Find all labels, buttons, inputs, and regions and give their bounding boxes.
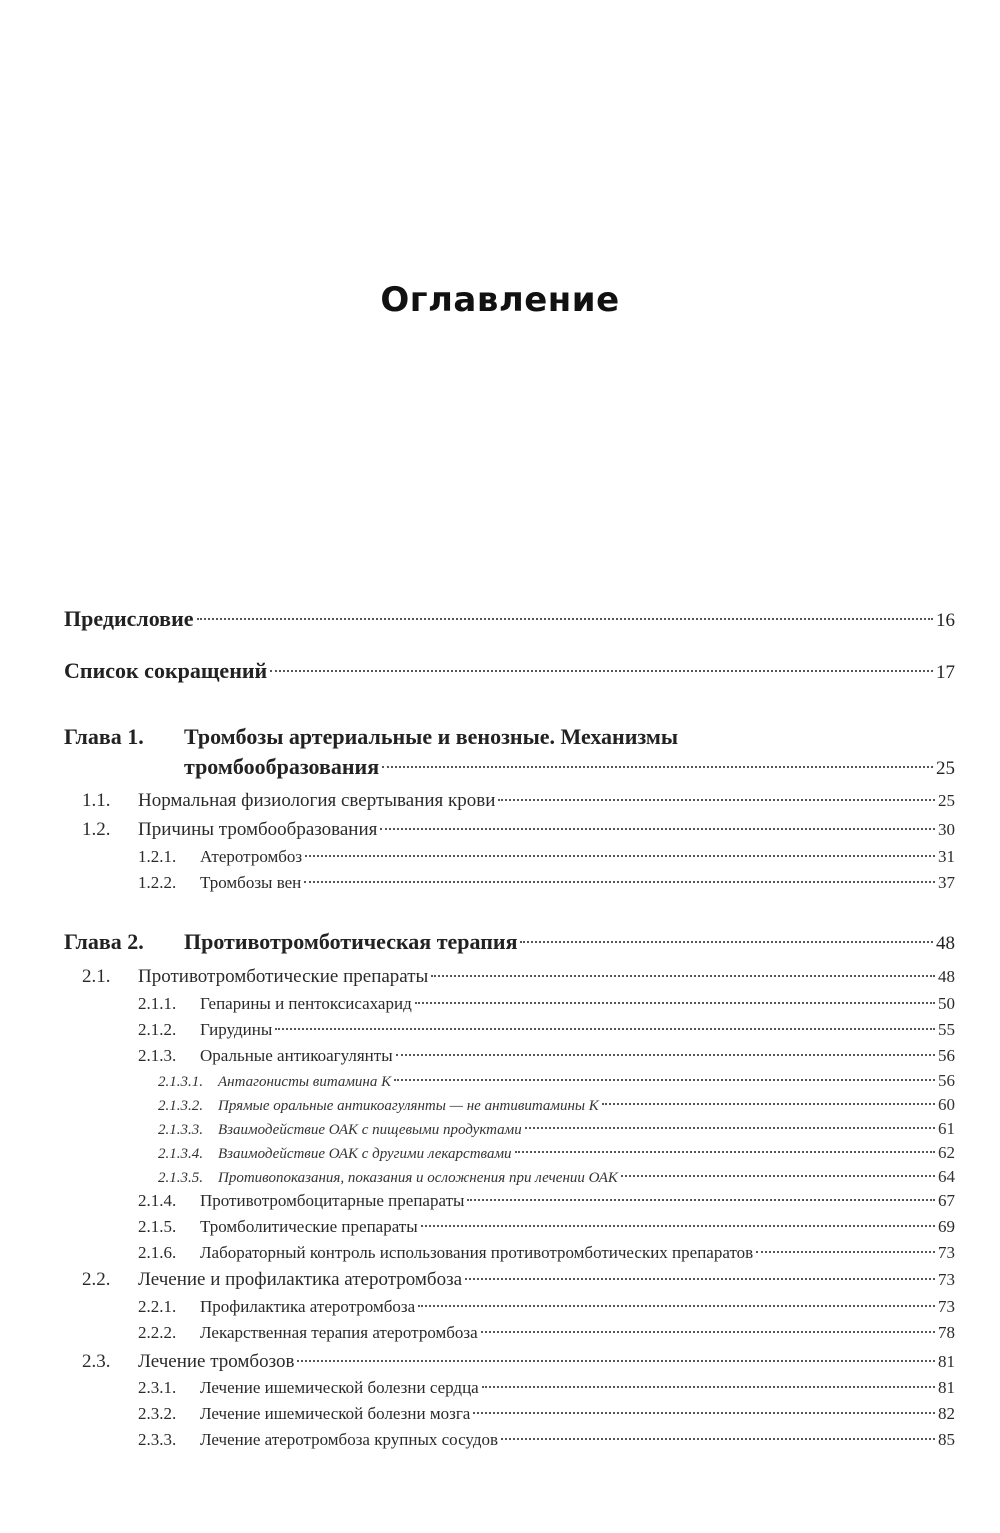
toc-entry-text: Лекарственная терапия атеротромбоза xyxy=(200,1323,478,1342)
toc-entry-text: Противотромбоцитарные препараты xyxy=(200,1191,465,1210)
toc-entry-text: Профилактика атеротромбоза xyxy=(200,1297,416,1316)
toc-entry-page: 78 xyxy=(938,1323,955,1342)
toc-entry-page: 64 xyxy=(938,1167,955,1186)
toc-entry-text: тромбообразования xyxy=(184,754,380,779)
dot-leader xyxy=(380,828,935,830)
toc-entry-page: 48 xyxy=(938,967,955,986)
dot-leader xyxy=(270,670,933,672)
toc-entry-number: 2.1.3.5. xyxy=(158,1170,203,1186)
toc-entry-text: Лабораторный контроль использования противотромботических препаратов xyxy=(200,1243,754,1262)
page-title: Оглавление xyxy=(380,280,620,320)
toc-entry-number: Глава 1. xyxy=(64,724,144,749)
toc-entry-number: 2.1.5. xyxy=(138,1217,177,1236)
toc-entry-number: 2.2. xyxy=(82,1269,111,1290)
dot-leader xyxy=(520,941,933,943)
toc-entry-page: 62 xyxy=(938,1143,955,1162)
toc-entry-2-2-1[interactable] xyxy=(138,1297,955,1317)
toc-entry-chapter-1[interactable] xyxy=(64,724,955,750)
toc-entry-text: Предисловие xyxy=(64,606,194,631)
dot-leader xyxy=(525,1127,935,1129)
toc-entry-text: Взаимодействие ОАК с другими лекарствами xyxy=(218,1146,512,1162)
dot-leader xyxy=(621,1175,935,1177)
toc-entry-text: Лечение тромбозов xyxy=(138,1351,295,1372)
toc-entry-page: 61 xyxy=(938,1119,955,1138)
toc-entry-2-1-1[interactable] xyxy=(138,994,955,1014)
toc-entry-1-2-1[interactable] xyxy=(138,847,955,867)
toc-entry-2-1-3[interactable] xyxy=(138,1046,955,1066)
toc-entry-page: 16 xyxy=(936,610,955,631)
toc-entry-number: 2.1.3.3. xyxy=(158,1122,203,1138)
toc-entry-page: 25 xyxy=(936,758,955,779)
dot-leader xyxy=(421,1225,935,1227)
toc-entry-number: 2.1.3.4. xyxy=(158,1146,203,1162)
toc-entry-text: Противотромботические препараты xyxy=(138,966,429,987)
toc-entry-number: Глава 2. xyxy=(64,929,144,954)
toc-entry-chapter-2[interactable] xyxy=(64,929,955,955)
dot-leader xyxy=(498,799,935,801)
toc-entry-page: 67 xyxy=(938,1191,955,1210)
toc-entry-2-1-6[interactable] xyxy=(138,1243,955,1263)
toc-entry-text: Тромбозы вен xyxy=(200,873,302,892)
toc-entry-number: 1.1. xyxy=(82,790,111,811)
toc-entry-number: 2.3.2. xyxy=(138,1404,177,1423)
toc-entry-number: 2.3.3. xyxy=(138,1430,177,1449)
toc-entry-1-2-2[interactable] xyxy=(138,873,955,893)
toc-entry-number: 2.3. xyxy=(82,1351,111,1372)
dot-leader xyxy=(465,1278,935,1280)
toc-entry-text: Взаимодействие ОАК с пищевыми продуктами xyxy=(218,1122,522,1138)
toc-entry-text: Гирудины xyxy=(200,1020,273,1039)
toc-entry-2-1-5[interactable] xyxy=(138,1217,955,1237)
toc-entry-1-2[interactable] xyxy=(82,819,955,841)
toc-entry-2-2[interactable] xyxy=(82,1269,955,1291)
toc-entry-number: 2.3.1. xyxy=(138,1378,177,1397)
dot-leader xyxy=(467,1199,935,1201)
toc-entry-page: 37 xyxy=(938,873,955,892)
toc-entry-2-3-1[interactable] xyxy=(138,1378,955,1398)
toc-entry-text: Тромболитические препараты xyxy=(200,1217,418,1236)
toc-entry-2-3-3[interactable] xyxy=(138,1430,955,1450)
toc-entry-2-1-3-2[interactable] xyxy=(158,1095,955,1115)
toc-entry-page: 60 xyxy=(938,1095,955,1114)
dot-leader xyxy=(431,975,935,977)
dot-leader xyxy=(602,1103,935,1105)
dot-leader xyxy=(304,881,935,883)
toc-entry-number: 2.1.6. xyxy=(138,1243,177,1262)
toc-entry-2-1-3-3[interactable] xyxy=(158,1119,955,1139)
toc-entry-page: 25 xyxy=(938,791,955,810)
toc-entry-chapter-1-cont[interactable] xyxy=(184,754,955,780)
toc-entry-text: Атеротромбоз xyxy=(200,847,303,866)
dot-leader xyxy=(501,1438,935,1440)
toc-entry-2-1-2[interactable] xyxy=(138,1020,955,1040)
dot-leader xyxy=(297,1360,935,1362)
toc-entry-page: 31 xyxy=(938,847,955,866)
toc-entry-page: 85 xyxy=(938,1430,955,1449)
toc-entry-text: Лечение атеротромбоза крупных сосудов xyxy=(200,1430,499,1449)
toc-entry-number: 1.2.2. xyxy=(138,873,177,892)
toc-entry-number: 1.2.1. xyxy=(138,847,177,866)
toc-entry-page: 56 xyxy=(938,1046,955,1065)
toc-entry-number: 2.1.2. xyxy=(138,1020,177,1039)
dot-leader xyxy=(394,1079,935,1081)
dot-leader xyxy=(382,766,933,768)
dot-leader xyxy=(418,1305,935,1307)
toc-entry-page: 82 xyxy=(938,1404,955,1423)
toc-entry-number: 2.1.4. xyxy=(138,1191,177,1210)
toc-entry-text: Прямые оральные антикоагулянты — не антивитамины К xyxy=(218,1098,599,1114)
toc-entry-number: 1.2. xyxy=(82,819,111,840)
toc-entry-text: Оральные антикоагулянты xyxy=(200,1046,393,1065)
toc-entry-1-1[interactable] xyxy=(82,790,955,812)
toc-entry-2-1-3-4[interactable] xyxy=(158,1143,955,1163)
toc-entry-text: Лечение ишемической болезни мозга xyxy=(200,1404,471,1423)
toc-entry-page: 81 xyxy=(938,1378,955,1397)
dot-leader xyxy=(275,1028,935,1030)
dot-leader xyxy=(197,618,933,620)
toc-entry-page: 81 xyxy=(938,1352,955,1371)
toc-entry-page: 50 xyxy=(938,994,955,1013)
dot-leader xyxy=(756,1251,935,1253)
toc-entry-2-3[interactable] xyxy=(82,1351,955,1373)
toc-entry-text: Причины тромбообразования xyxy=(138,819,378,840)
toc-entry-page: 69 xyxy=(938,1217,955,1236)
toc-entry-text: Антагонисты витамина К xyxy=(218,1074,392,1090)
toc-entry-page: 73 xyxy=(938,1297,955,1316)
dot-leader xyxy=(473,1412,935,1414)
toc-entry-number: 2.2.1. xyxy=(138,1297,177,1316)
toc-entry-text: Гепарины и пентоксисахарид xyxy=(200,994,412,1013)
toc-entry-page: 73 xyxy=(938,1270,955,1289)
toc-entry-text: Тромбозы артериальные и венозные. Механизмы xyxy=(184,724,679,749)
toc-entry-number: 2.1. xyxy=(82,966,111,987)
toc-entry-abbreviations[interactable] xyxy=(64,658,955,684)
toc-entry-2-1[interactable] xyxy=(82,966,955,988)
toc-entry-number: 2.1.3. xyxy=(138,1046,177,1065)
dot-leader xyxy=(305,855,935,857)
toc-entry-page: 30 xyxy=(938,820,955,839)
dot-leader xyxy=(481,1331,935,1333)
toc-entry-text: Противотромботическая терапия xyxy=(184,929,518,954)
toc-entry-page: 17 xyxy=(936,662,955,683)
dot-leader xyxy=(415,1002,935,1004)
toc-entry-page: 55 xyxy=(938,1020,955,1039)
toc-entry-page: 48 xyxy=(936,933,955,954)
toc-entry-number: 2.2.2. xyxy=(138,1323,177,1342)
toc-entry-text: Лечение и профилактика атеротромбоза xyxy=(138,1269,463,1290)
dot-leader xyxy=(396,1054,935,1056)
toc-entry-page: 73 xyxy=(938,1243,955,1262)
toc-entry-text: Список сокращений xyxy=(64,658,268,683)
toc-entry-2-1-3-1[interactable] xyxy=(158,1071,955,1091)
dot-leader xyxy=(515,1151,935,1153)
toc-entry-text: Противопоказания, показания и осложнения при лечении ОАК xyxy=(218,1170,618,1186)
toc-entry-preface[interactable] xyxy=(64,606,955,632)
toc-entry-number: 2.1.3.1. xyxy=(158,1074,203,1090)
toc-entry-2-3-2[interactable] xyxy=(138,1404,955,1424)
dot-leader xyxy=(482,1386,935,1388)
toc-entry-2-2-2[interactable] xyxy=(138,1323,955,1343)
toc-entry-text: Нормальная физиология свертывания крови xyxy=(138,790,496,811)
toc-entry-text: Лечение ишемической болезни сердца xyxy=(200,1378,479,1397)
toc-entry-number: 2.1.3.2. xyxy=(158,1098,203,1114)
toc-entry-2-1-4[interactable] xyxy=(138,1191,955,1211)
toc-entry-page: 56 xyxy=(938,1071,955,1090)
toc-entry-2-1-3-5[interactable] xyxy=(158,1167,955,1187)
toc-entry-number: 2.1.1. xyxy=(138,994,177,1013)
